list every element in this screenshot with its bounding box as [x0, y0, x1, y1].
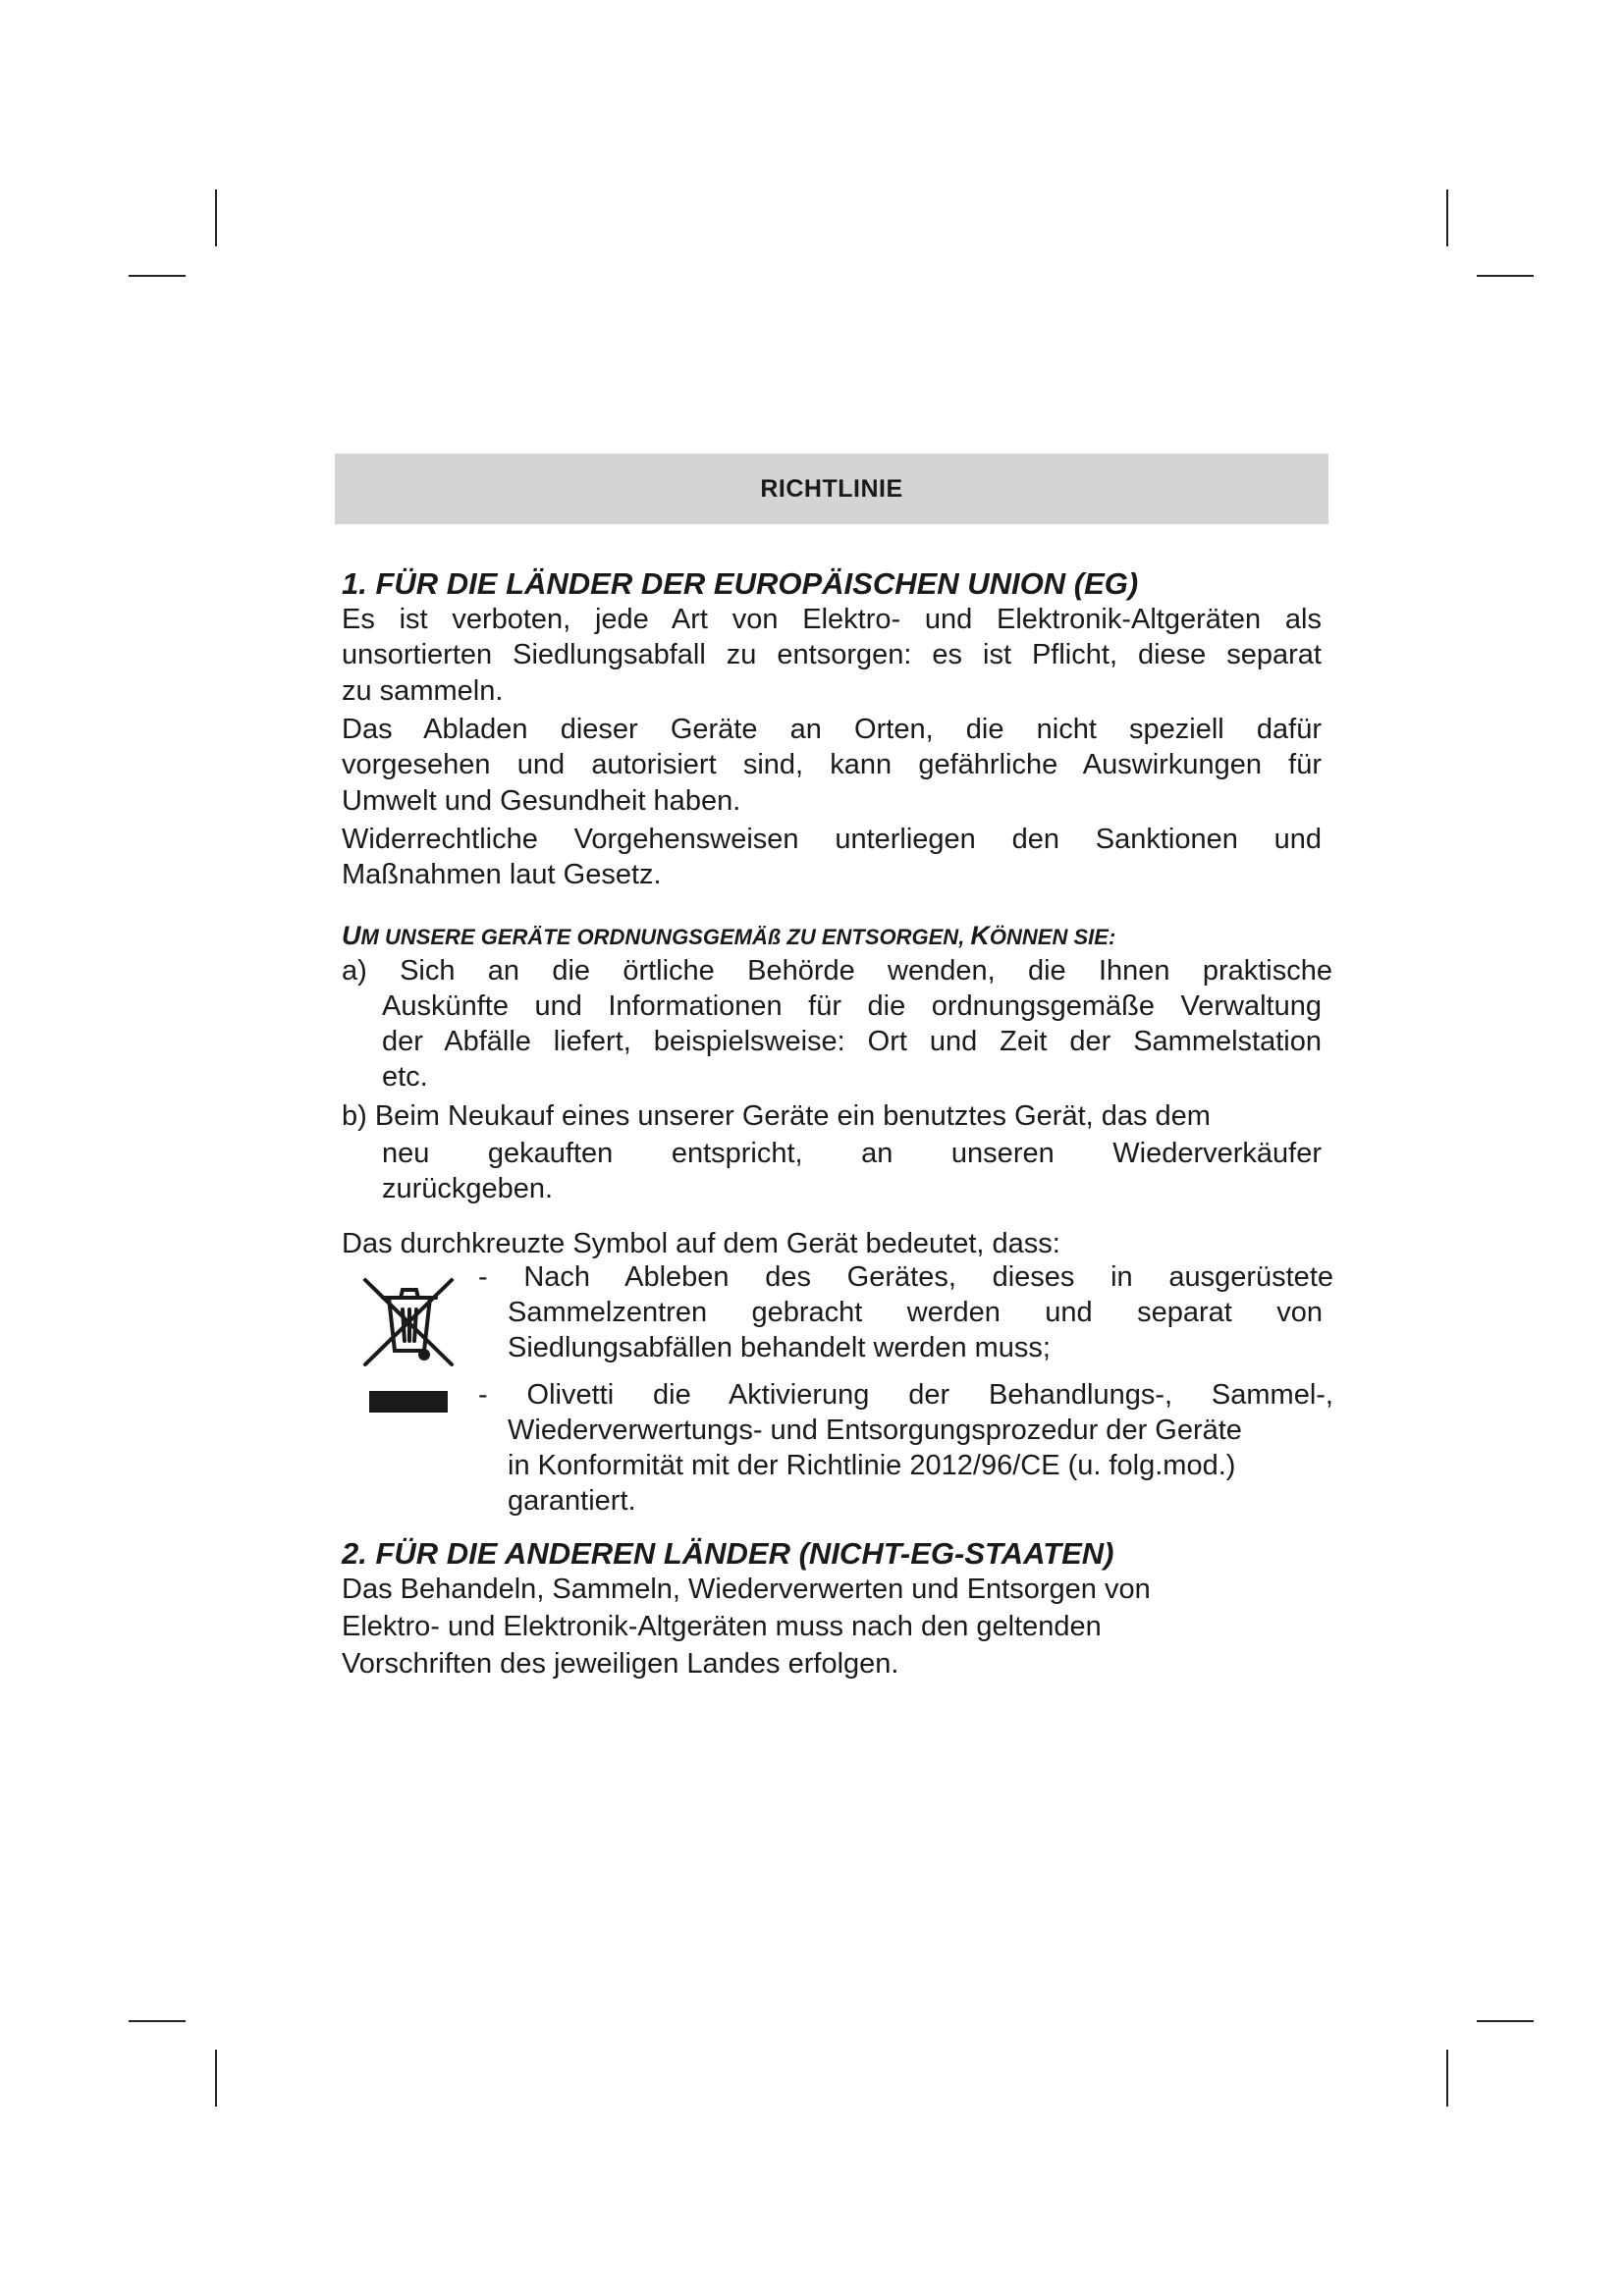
disposal-item-b-line: b) Beim Neukauf eines unserer Geräte ein benutztes Gerät, das dem — [342, 1100, 1211, 1132]
crop-mark-top-left-vertical — [215, 189, 217, 246]
symbol-bullet-2-line: - Olivetti die Aktivierung der Behandlungs-, Sammel-, — [478, 1379, 1333, 1411]
crop-mark-top-left-horizontal — [129, 275, 186, 277]
symbol-bullet-1-line: - Nach Ableben des Gerätes, dieses in ausgerüstete — [478, 1261, 1333, 1293]
disposal-item-a-line: a) Sich an die örtliche Behörde wenden, die Ihnen praktische — [342, 955, 1332, 987]
symbol-bullet-2-line: Wiederverwertungs- und Entsorgungsprozedur der Geräte — [508, 1415, 1242, 1446]
section1-heading: 1. FÜR DIE LÄNDER DER EUROPÄISCHEN UNION (EG) — [342, 566, 1139, 601]
disposal-heading-text: M UNSERE GERÄTE ORDNUNGSGEMÄß ZU ENTSORGEN, — [360, 925, 971, 949]
section1-line: Umwelt und Gesundheit haben. — [342, 785, 741, 817]
symbol-bullet-2-line: garantiert. — [508, 1485, 636, 1517]
disposal-heading-text: ÖNNEN SIE: — [989, 925, 1116, 949]
section1-line: Es ist verboten, jede Art von Elektro- und Elektronik-Altgeräten als — [342, 604, 1322, 635]
section1-line: zu sammeln. — [342, 675, 504, 707]
crop-mark-bottom-left-vertical — [215, 2050, 217, 2107]
section1-line: Maßnahmen laut Gesetz. — [342, 859, 662, 890]
page-title: RICHTLINIE — [760, 475, 903, 503]
disposal-item-b-line: neu gekauften entspricht, an unseren Wiederverkäufer — [382, 1138, 1322, 1169]
crop-mark-bottom-right-vertical — [1446, 2050, 1448, 2107]
crop-mark-bottom-right-horizontal — [1477, 2020, 1534, 2022]
disposal-heading-cap: U — [342, 921, 361, 950]
disposal-item-a-line: etc. — [382, 1061, 428, 1093]
disposal-item-a-line: der Abfälle liefert, beispielsweise: Ort und Zeit der Sammelstation — [382, 1026, 1322, 1057]
section2-line: Vorschriften des jeweiligen Landes erfolgen. — [342, 1648, 899, 1680]
section2-line: Elektro- und Elektronik-Altgeräten muss nach den geltenden — [342, 1611, 1102, 1642]
header-bar — [335, 454, 1328, 524]
section1-line: Das Abladen dieser Geräte an Orten, die nicht speziell dafür — [342, 714, 1322, 745]
section1-line: Widerrechtliche Vorgehensweisen unterliegen den Sanktionen und — [342, 824, 1322, 855]
crop-mark-top-right-horizontal — [1477, 275, 1534, 277]
crop-mark-bottom-left-horizontal — [129, 2020, 186, 2022]
crossed-out-wheelie-bin-icon — [359, 1272, 458, 1370]
disposal-heading-cap: K — [970, 921, 990, 950]
symbol-intro: Das durchkreuzte Symbol auf dem Gerät bedeutet, dass: — [342, 1228, 1060, 1259]
section2-heading: 2. FÜR DIE ANDEREN LÄNDER (NICHT-EG-STAATEN) — [342, 1536, 1114, 1571]
crop-mark-top-right-vertical — [1446, 189, 1448, 246]
section1-line: vorgesehen und autorisiert sind, kann gefährliche Auswirkungen für — [342, 749, 1322, 780]
symbol-bullet-1-line: Siedlungsabfällen behandelt werden muss; — [508, 1332, 1051, 1363]
symbol-bullet-1-line: Sammelzentren gebracht werden und separat von — [508, 1297, 1323, 1328]
weee-black-bar — [369, 1391, 448, 1413]
disposal-item-a-line: Auskünfte und Informationen für die ordnungsgemäße Verwaltung — [382, 990, 1322, 1022]
section1-line: unsortierten Siedlungsabfall zu entsorgen: es ist Pflicht, diese separat — [342, 639, 1322, 670]
symbol-bullet-2-line: in Konformität mit der Richtlinie 2012/96/CE (u. folg.mod.) — [508, 1450, 1236, 1481]
section2-line: Das Behandeln, Sammeln, Wiederverwerten und Entsorgen von — [342, 1574, 1151, 1605]
disposal-item-b-line: zurückgeben. — [382, 1173, 554, 1204]
disposal-heading — [342, 921, 1115, 951]
